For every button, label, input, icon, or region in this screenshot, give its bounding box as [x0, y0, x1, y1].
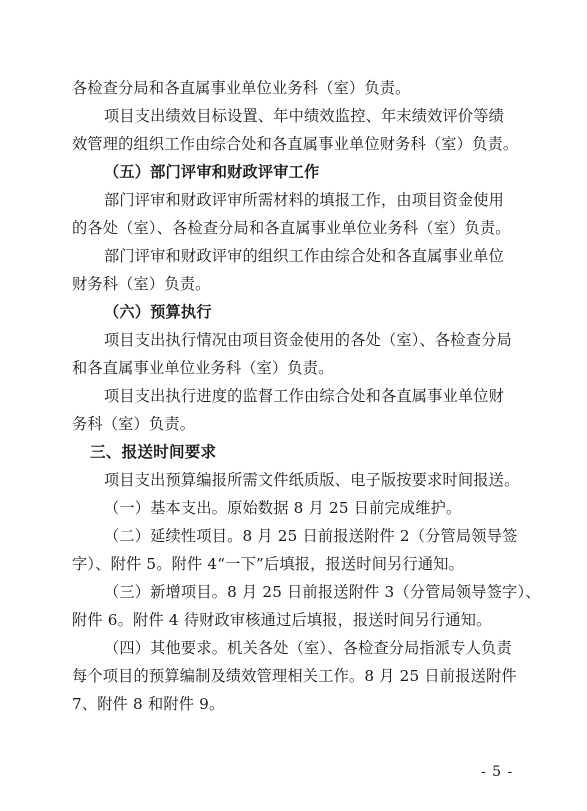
- text-line-3: 效管理的组织工作由综合处和各直属事业单位财务科（室）负责。: [72, 135, 519, 153]
- subheading-department-review: （五）部门评审和财政评审工作: [104, 163, 320, 181]
- text-line-15: 项目支出预算编报所需文件纸质版、电子版按要求时间报送。: [104, 471, 520, 489]
- text-line-11: 和各直属事业单位业务科（室）负责。: [72, 359, 334, 377]
- text-line-8: 财务科（室）负责。: [72, 275, 211, 293]
- text-line-7: 部门评审和财政评审的组织工作由综合处和各直属事业单位: [104, 247, 505, 265]
- text-line-13: 务科（室）负责。: [72, 415, 196, 433]
- text-line-5: 部门评审和财政评审所需材料的填报工作，由项目资金使用: [104, 191, 505, 209]
- text-line-17: （二）延续性项目。8 月 25 日前报送附件 2（分管局领导签: [104, 527, 518, 545]
- text-line-2: 项目支出绩效目标设置、年中绩效监控、年末绩效评价等绩: [104, 107, 505, 125]
- text-line-12: 项目支出执行进度的监督工作由综合处和各直属事业单位财: [104, 387, 505, 405]
- text-line-23: 7、附件 8 和附件 9。: [72, 695, 225, 713]
- text-line-22: 每个项目的预算编制及绩效管理相关工作。8 月 25 日前报送附件: [72, 667, 517, 685]
- text-line-19: （三）新增项目。8 月 25 日前报送附件 3（分管局领导签字）、: [104, 583, 541, 601]
- text-line-20: 附件 6。附件 4 待财政审核通过后填报，报送时间另行通知。: [72, 611, 492, 629]
- text-line-10: 项目支出执行情况由项目资金使用的各处（室）、各检查分局: [104, 331, 512, 349]
- text-line-21: （四）其他要求。机关各处（室）、各检查分局指派专人负责: [104, 639, 512, 657]
- section-heading-submission-time: 三、报送时间要求: [90, 443, 217, 461]
- text-line-18: 字）、附件 5。附件 4“一下”后填报，报送时间另行通知。: [72, 555, 465, 573]
- page-number: - 5 -: [481, 764, 514, 780]
- text-line-6: 的各处（室）、各检查分局和各直属事业单位业务科（室）负责。: [72, 219, 511, 237]
- text-line-1: 各检查分局和各直属事业单位业务科（室）负责。: [72, 79, 411, 97]
- subheading-budget-execution: （六）预算执行: [104, 303, 212, 321]
- text-line-16: （一）基本支出。原始数据 8 月 25 日前完成维护。: [104, 499, 462, 517]
